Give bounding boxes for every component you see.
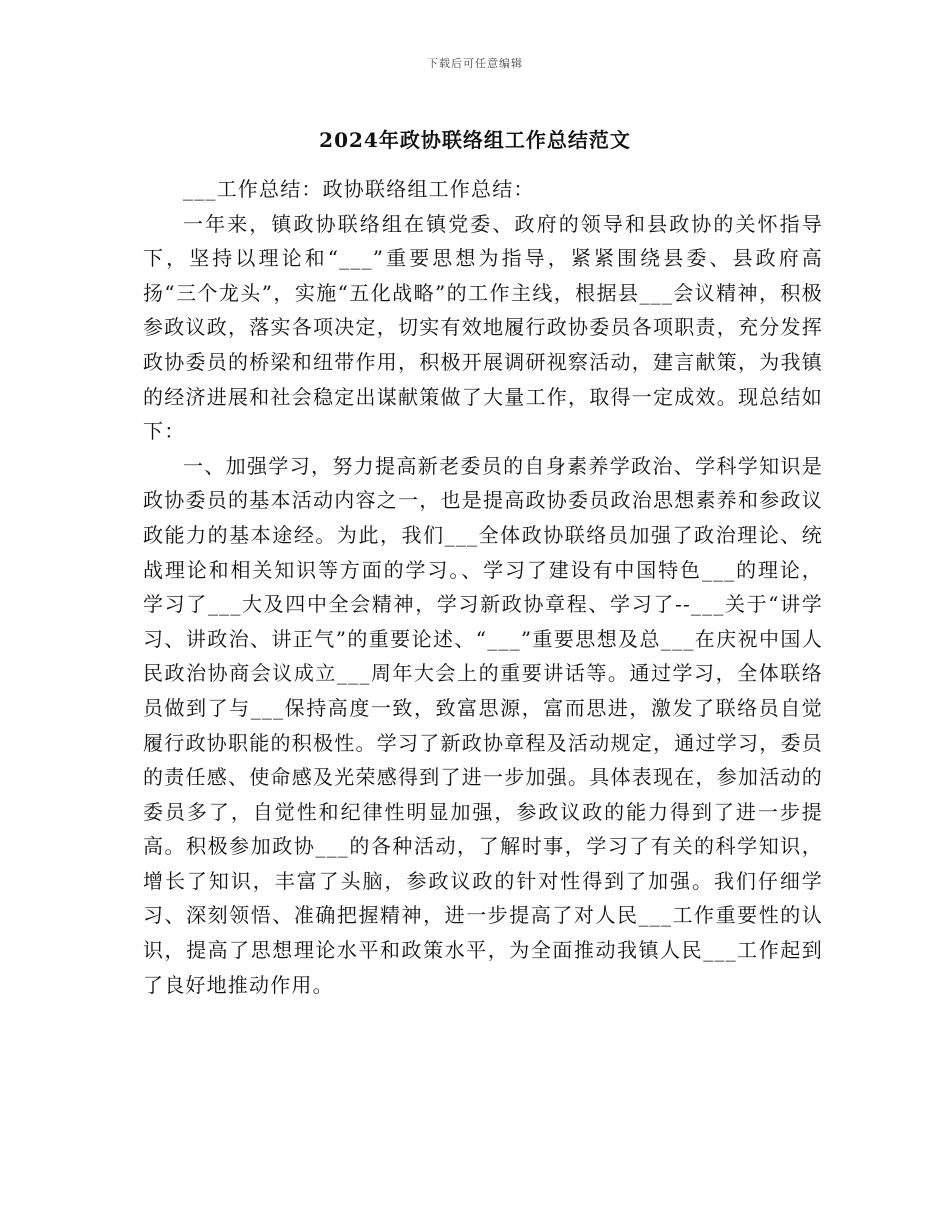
document-body bbox=[143, 172, 823, 1002]
paragraph-section-one: 一、加强学习，努力提高新老委员的自身素养学政治、学科学知识是政协委员的基本活动内容之一，也是提高政协委员政治思想素养和参政议政能力的基本途经。为此，我们___全体政协联络员加强了政治理论、统战理论和相关知识等方面的学习。、学习了建设有中国特色___的理论，学习了___大及四中全会精神，学习新政协章程、学习了--___关于“讲学习、讲政治、讲正气”的重要论述、“___”重要思想及总___在庆祝中国人民政治协商会议成立___周年大会上的重要讲话等。通过学习，全体联络员做到了与___保持高度一致，致富思源，富而思进，激发了联络员自觉履行政协职能的积极性。学习了新政协章程及活动规定，通过学习，委员的责任感、使命感及光荣感得到了进一步加强。具体表现在，参加活动的委员多了，自觉性和纪律性明显加强，参政议政的能力得到了进一步提高。积极参加政协___的各种活动，了解时事，学习了有关的科学知识，增长了知识，丰富了头脑，参政议政的针对性得到了加强。我们仔细学习、深刻领悟、准确把握精神，进一步提高了对人民___工作重要性的认识，提高了思想理论水平和政策水平，为全面推动我镇人民___工作起到了良好地推动作用。 bbox=[143, 453, 823, 997]
paragraph-intro: ___工作总结：政协联络组工作总结： bbox=[183, 177, 535, 201]
header-note: 下载后可任意编辑 bbox=[427, 57, 523, 70]
paragraph-summary: 一年来，镇政协联络组在镇党委、政府的领导和县政协的关怀指导下，坚持以理论和“___”重要思想为指导，紧紧围绕县委、县政府高扬“三个龙头”，实施“五化战略”的工作主线，根据县___会议精神，积极参政议政，落实各项决定，切实有效地履行政协委员各项职责，充分发挥政协委员的桥梁和纽带作用，积极开展调研视察活动，建言献策，为我镇的经济进展和社会稳定出谋献策做了大量工作，取得一定成效。现总结如下： bbox=[143, 211, 823, 444]
document-title: 2024年政协联络组工作总结范文 bbox=[319, 128, 631, 152]
